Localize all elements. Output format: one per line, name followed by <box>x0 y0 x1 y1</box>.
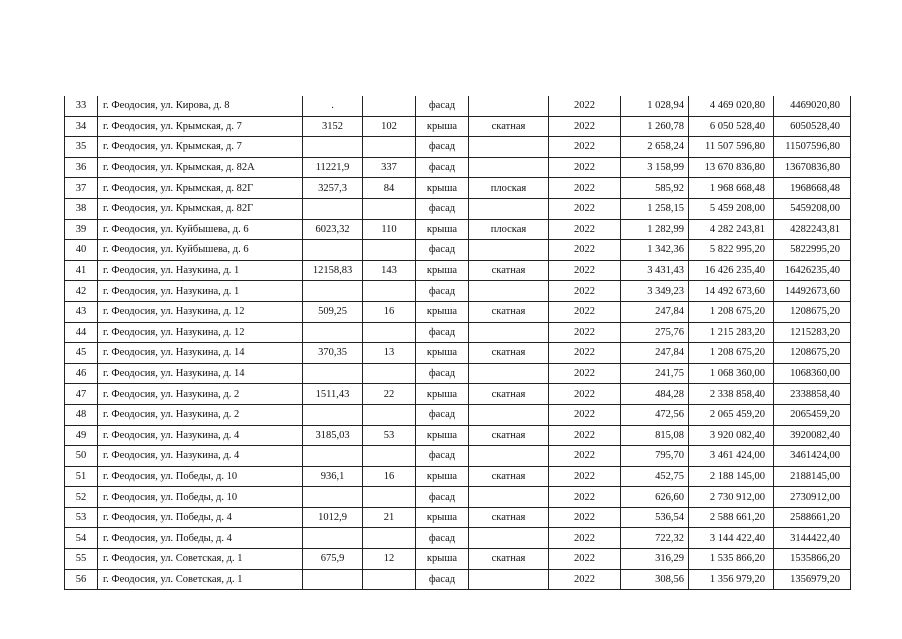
roof-type-cell: плоская <box>469 219 549 240</box>
total-area-cell <box>303 569 363 590</box>
total-cost-cell: 3144422,40 <box>774 528 851 549</box>
address-cell: г. Феодосия, ул. Советская, д. 1 <box>98 569 303 590</box>
work-volume-cell: 484,28 <box>621 384 689 405</box>
table-body <box>65 96 851 590</box>
cost-cell: 5 459 208,00 <box>689 198 774 219</box>
roof-type-cell <box>469 487 549 508</box>
address-cell: г. Феодосия, ул. Назукина, д. 2 <box>98 384 303 405</box>
year-cell: 2022 <box>549 466 621 487</box>
table-row <box>65 137 851 158</box>
residents-cell: 21 <box>363 507 416 528</box>
total-area-cell <box>303 363 363 384</box>
row-number-cell: 36 <box>65 157 98 178</box>
residents-cell: 53 <box>363 425 416 446</box>
cost-cell: 13 670 836,80 <box>689 157 774 178</box>
table-row <box>65 322 851 343</box>
total-cost-cell: 1356979,20 <box>774 569 851 590</box>
row-number-cell: 43 <box>65 301 98 322</box>
work-volume-cell: 1 028,94 <box>621 96 689 116</box>
roof-type-cell <box>469 322 549 343</box>
total-cost-cell: 4469020,80 <box>774 96 851 116</box>
table-row <box>65 219 851 240</box>
total-cost-cell: 1215283,20 <box>774 322 851 343</box>
row-number-cell: 55 <box>65 549 98 570</box>
work-volume-cell: 815,08 <box>621 425 689 446</box>
roof-type-cell <box>469 363 549 384</box>
work-volume-cell: 452,75 <box>621 466 689 487</box>
total-area-cell <box>303 322 363 343</box>
cost-cell: 14 492 673,60 <box>689 281 774 302</box>
element-cell: крыша <box>416 116 469 137</box>
total-cost-cell: 1535866,20 <box>774 549 851 570</box>
total-cost-cell: 2338858,40 <box>774 384 851 405</box>
table-row <box>65 198 851 219</box>
address-cell: г. Феодосия, ул. Победы, д. 4 <box>98 507 303 528</box>
row-number-cell: 39 <box>65 219 98 240</box>
residents-cell <box>363 487 416 508</box>
work-volume-cell: 308,56 <box>621 569 689 590</box>
total-cost-cell: 3461424,00 <box>774 446 851 467</box>
address-cell: г. Феодосия, ул. Назукина, д. 4 <box>98 425 303 446</box>
address-cell: г. Феодосия, ул. Куйбышева, д. 6 <box>98 240 303 261</box>
cost-cell: 2 588 661,20 <box>689 507 774 528</box>
table-row <box>65 549 851 570</box>
element-cell: фасад <box>416 487 469 508</box>
total-area-cell: 6023,32 <box>303 219 363 240</box>
year-cell: 2022 <box>549 322 621 343</box>
row-number-cell: 53 <box>65 507 98 528</box>
residents-cell <box>363 322 416 343</box>
element-cell: крыша <box>416 507 469 528</box>
total-area-cell <box>303 528 363 549</box>
total-area-cell: 1511,43 <box>303 384 363 405</box>
total-area-cell: 11221,9 <box>303 157 363 178</box>
cost-cell: 4 469 020,80 <box>689 96 774 116</box>
year-cell: 2022 <box>549 507 621 528</box>
address-cell: г. Феодосия, ул. Назукина, д. 2 <box>98 404 303 425</box>
work-volume-cell: 241,75 <box>621 363 689 384</box>
cost-cell: 3 461 424,00 <box>689 446 774 467</box>
total-area-cell: 509,25 <box>303 301 363 322</box>
total-area-cell: 1012,9 <box>303 507 363 528</box>
total-area-cell <box>303 404 363 425</box>
year-cell: 2022 <box>549 96 621 116</box>
residents-cell: 84 <box>363 178 416 199</box>
element-cell: крыша <box>416 466 469 487</box>
year-cell: 2022 <box>549 116 621 137</box>
total-area-cell <box>303 487 363 508</box>
year-cell: 2022 <box>549 549 621 570</box>
element-cell: фасад <box>416 240 469 261</box>
residents-cell <box>363 569 416 590</box>
address-cell: г. Феодосия, ул. Победы, д. 10 <box>98 466 303 487</box>
roof-type-cell: скатная <box>469 549 549 570</box>
cost-cell: 1 968 668,48 <box>689 178 774 199</box>
total-cost-cell: 16426235,40 <box>774 260 851 281</box>
cost-cell: 2 730 912,00 <box>689 487 774 508</box>
cost-cell: 1 208 675,20 <box>689 343 774 364</box>
year-cell: 2022 <box>549 487 621 508</box>
element-cell: фасад <box>416 281 469 302</box>
table-row <box>65 116 851 137</box>
element-cell: крыша <box>416 343 469 364</box>
element-cell: фасад <box>416 528 469 549</box>
table-row <box>65 487 851 508</box>
residents-cell: 143 <box>363 260 416 281</box>
cost-cell: 1 535 866,20 <box>689 549 774 570</box>
work-volume-cell: 247,84 <box>621 343 689 364</box>
work-volume-cell: 3 158,99 <box>621 157 689 178</box>
element-cell: фасад <box>416 157 469 178</box>
cost-cell: 2 065 459,20 <box>689 404 774 425</box>
row-number-cell: 54 <box>65 528 98 549</box>
address-cell: г. Феодосия, ул. Назукина, д. 1 <box>98 281 303 302</box>
address-cell: г. Феодосия, ул. Назукина, д. 4 <box>98 446 303 467</box>
address-cell: г. Феодосия, ул. Советская, д. 1 <box>98 549 303 570</box>
year-cell: 2022 <box>549 528 621 549</box>
table-row <box>65 343 851 364</box>
row-number-cell: 47 <box>65 384 98 405</box>
year-cell: 2022 <box>549 363 621 384</box>
element-cell: фасад <box>416 322 469 343</box>
work-volume-cell: 472,56 <box>621 404 689 425</box>
element-cell: фасад <box>416 363 469 384</box>
total-cost-cell: 2065459,20 <box>774 404 851 425</box>
row-number-cell: 51 <box>65 466 98 487</box>
row-number-cell: 46 <box>65 363 98 384</box>
residents-cell: 16 <box>363 466 416 487</box>
repair-schedule-table <box>64 96 851 590</box>
roof-type-cell: скатная <box>469 301 549 322</box>
table-row <box>65 240 851 261</box>
address-cell: г. Феодосия, ул. Победы, д. 4 <box>98 528 303 549</box>
element-cell: крыша <box>416 384 469 405</box>
year-cell: 2022 <box>549 240 621 261</box>
residents-cell <box>363 528 416 549</box>
cost-cell: 2 188 145,00 <box>689 466 774 487</box>
year-cell: 2022 <box>549 157 621 178</box>
year-cell: 2022 <box>549 219 621 240</box>
address-cell: г. Феодосия, ул. Крымская, д. 82Г <box>98 178 303 199</box>
table-row <box>65 425 851 446</box>
table-row <box>65 466 851 487</box>
row-number-cell: 52 <box>65 487 98 508</box>
cost-cell: 1 208 675,20 <box>689 301 774 322</box>
total-cost-cell: 3920082,40 <box>774 425 851 446</box>
total-area-cell <box>303 137 363 158</box>
total-area-cell: 3152 <box>303 116 363 137</box>
row-number-cell: 35 <box>65 137 98 158</box>
residents-cell <box>363 198 416 219</box>
element-cell: фасад <box>416 446 469 467</box>
element-cell: фасад <box>416 404 469 425</box>
year-cell: 2022 <box>549 343 621 364</box>
address-cell: г. Феодосия, ул. Назукина, д. 12 <box>98 301 303 322</box>
element-cell: крыша <box>416 260 469 281</box>
year-cell: 2022 <box>549 137 621 158</box>
table-row <box>65 260 851 281</box>
year-cell: 2022 <box>549 425 621 446</box>
roof-type-cell <box>469 157 549 178</box>
table-row <box>65 446 851 467</box>
total-cost-cell: 1968668,48 <box>774 178 851 199</box>
row-number-cell: 45 <box>65 343 98 364</box>
address-cell: г. Феодосия, ул. Крымская, д. 82А <box>98 157 303 178</box>
residents-cell: 110 <box>363 219 416 240</box>
work-volume-cell: 1 342,36 <box>621 240 689 261</box>
roof-type-cell <box>469 96 549 116</box>
table-row <box>65 569 851 590</box>
table-row <box>65 301 851 322</box>
table-row <box>65 157 851 178</box>
work-volume-cell: 3 349,23 <box>621 281 689 302</box>
work-volume-cell: 1 260,78 <box>621 116 689 137</box>
cost-cell: 16 426 235,40 <box>689 260 774 281</box>
work-volume-cell: 275,76 <box>621 322 689 343</box>
total-cost-cell: 5822995,20 <box>774 240 851 261</box>
residents-cell <box>363 446 416 467</box>
total-cost-cell: 5459208,00 <box>774 198 851 219</box>
total-cost-cell: 1208675,20 <box>774 343 851 364</box>
total-area-cell <box>303 281 363 302</box>
roof-type-cell <box>469 404 549 425</box>
address-cell: г. Феодосия, ул. Назукина, д. 14 <box>98 363 303 384</box>
cost-cell: 1 068 360,00 <box>689 363 774 384</box>
total-cost-cell: 1068360,00 <box>774 363 851 384</box>
roof-type-cell <box>469 198 549 219</box>
year-cell: 2022 <box>549 569 621 590</box>
work-volume-cell: 536,54 <box>621 507 689 528</box>
element-cell: фасад <box>416 137 469 158</box>
address-cell: г. Феодосия, ул. Назукина, д. 1 <box>98 260 303 281</box>
row-number-cell: 38 <box>65 198 98 219</box>
year-cell: 2022 <box>549 446 621 467</box>
roof-type-cell <box>469 281 549 302</box>
element-cell: крыша <box>416 549 469 570</box>
address-cell: г. Феодосия, ул. Победы, д. 10 <box>98 487 303 508</box>
cost-cell: 2 338 858,40 <box>689 384 774 405</box>
residents-cell: 22 <box>363 384 416 405</box>
roof-type-cell <box>469 137 549 158</box>
work-volume-cell: 1 258,15 <box>621 198 689 219</box>
table-row <box>65 96 851 116</box>
roof-type-cell: плоская <box>469 178 549 199</box>
year-cell: 2022 <box>549 178 621 199</box>
year-cell: 2022 <box>549 260 621 281</box>
element-cell: крыша <box>416 425 469 446</box>
roof-type-cell: скатная <box>469 466 549 487</box>
roof-type-cell <box>469 446 549 467</box>
row-number-cell: 33 <box>65 96 98 116</box>
table-row <box>65 528 851 549</box>
roof-type-cell: скатная <box>469 507 549 528</box>
total-area-cell: . <box>303 96 363 116</box>
residents-cell <box>363 240 416 261</box>
work-volume-cell: 3 431,43 <box>621 260 689 281</box>
cost-cell: 3 144 422,40 <box>689 528 774 549</box>
roof-type-cell <box>469 240 549 261</box>
row-number-cell: 41 <box>65 260 98 281</box>
element-cell: фасад <box>416 96 469 116</box>
roof-type-cell: скатная <box>469 260 549 281</box>
year-cell: 2022 <box>549 301 621 322</box>
row-number-cell: 40 <box>65 240 98 261</box>
address-cell: г. Феодосия, ул. Крымская, д. 82Г <box>98 198 303 219</box>
work-volume-cell: 2 658,24 <box>621 137 689 158</box>
table-row <box>65 178 851 199</box>
element-cell: фасад <box>416 198 469 219</box>
work-volume-cell: 795,70 <box>621 446 689 467</box>
element-cell: фасад <box>416 569 469 590</box>
residents-cell <box>363 96 416 116</box>
table-row <box>65 363 851 384</box>
year-cell: 2022 <box>549 198 621 219</box>
row-number-cell: 48 <box>65 404 98 425</box>
element-cell: крыша <box>416 178 469 199</box>
year-cell: 2022 <box>549 384 621 405</box>
cost-cell: 3 920 082,40 <box>689 425 774 446</box>
roof-type-cell <box>469 569 549 590</box>
work-volume-cell: 626,60 <box>621 487 689 508</box>
roof-type-cell: скатная <box>469 343 549 364</box>
total-cost-cell: 2588661,20 <box>774 507 851 528</box>
residents-cell: 12 <box>363 549 416 570</box>
row-number-cell: 50 <box>65 446 98 467</box>
total-area-cell: 3185,03 <box>303 425 363 446</box>
address-cell: г. Феодосия, ул. Крымская, д. 7 <box>98 116 303 137</box>
cost-cell: 5 822 995,20 <box>689 240 774 261</box>
address-cell: г. Феодосия, ул. Назукина, д. 14 <box>98 343 303 364</box>
address-cell: г. Феодосия, ул. Назукина, д. 12 <box>98 322 303 343</box>
residents-cell <box>363 363 416 384</box>
total-cost-cell: 2188145,00 <box>774 466 851 487</box>
year-cell: 2022 <box>549 281 621 302</box>
residents-cell: 13 <box>363 343 416 364</box>
total-cost-cell: 1208675,20 <box>774 301 851 322</box>
total-area-cell <box>303 446 363 467</box>
row-number-cell: 37 <box>65 178 98 199</box>
cost-cell: 6 050 528,40 <box>689 116 774 137</box>
total-cost-cell: 13670836,80 <box>774 157 851 178</box>
row-number-cell: 42 <box>65 281 98 302</box>
year-cell: 2022 <box>549 404 621 425</box>
cost-cell: 1 215 283,20 <box>689 322 774 343</box>
work-volume-cell: 1 282,99 <box>621 219 689 240</box>
row-number-cell: 49 <box>65 425 98 446</box>
total-area-cell: 675,9 <box>303 549 363 570</box>
cost-cell: 1 356 979,20 <box>689 569 774 590</box>
row-number-cell: 44 <box>65 322 98 343</box>
table-row <box>65 281 851 302</box>
row-number-cell: 56 <box>65 569 98 590</box>
residents-cell: 16 <box>363 301 416 322</box>
roof-type-cell: скатная <box>469 384 549 405</box>
cost-cell: 11 507 596,80 <box>689 137 774 158</box>
total-area-cell: 936,1 <box>303 466 363 487</box>
total-cost-cell: 11507596,80 <box>774 137 851 158</box>
roof-type-cell <box>469 528 549 549</box>
total-cost-cell: 6050528,40 <box>774 116 851 137</box>
element-cell: крыша <box>416 301 469 322</box>
total-area-cell: 370,35 <box>303 343 363 364</box>
total-area-cell: 3257,3 <box>303 178 363 199</box>
total-cost-cell: 4282243,81 <box>774 219 851 240</box>
address-cell: г. Феодосия, ул. Крымская, д. 7 <box>98 137 303 158</box>
total-area-cell <box>303 198 363 219</box>
row-number-cell: 34 <box>65 116 98 137</box>
total-area-cell: 12158,83 <box>303 260 363 281</box>
residents-cell <box>363 281 416 302</box>
address-cell: г. Феодосия, ул. Куйбышева, д. 6 <box>98 219 303 240</box>
total-cost-cell: 2730912,00 <box>774 487 851 508</box>
work-volume-cell: 722,32 <box>621 528 689 549</box>
residents-cell <box>363 137 416 158</box>
work-volume-cell: 316,29 <box>621 549 689 570</box>
residents-cell <box>363 404 416 425</box>
address-cell: г. Феодосия, ул. Кирова, д. 8 <box>98 96 303 116</box>
table-row <box>65 384 851 405</box>
table-row <box>65 507 851 528</box>
roof-type-cell: скатная <box>469 116 549 137</box>
table-row <box>65 404 851 425</box>
residents-cell: 102 <box>363 116 416 137</box>
roof-type-cell: скатная <box>469 425 549 446</box>
total-area-cell <box>303 240 363 261</box>
cost-cell: 4 282 243,81 <box>689 219 774 240</box>
work-volume-cell: 585,92 <box>621 178 689 199</box>
element-cell: крыша <box>416 219 469 240</box>
work-volume-cell: 247,84 <box>621 301 689 322</box>
residents-cell: 337 <box>363 157 416 178</box>
total-cost-cell: 14492673,60 <box>774 281 851 302</box>
